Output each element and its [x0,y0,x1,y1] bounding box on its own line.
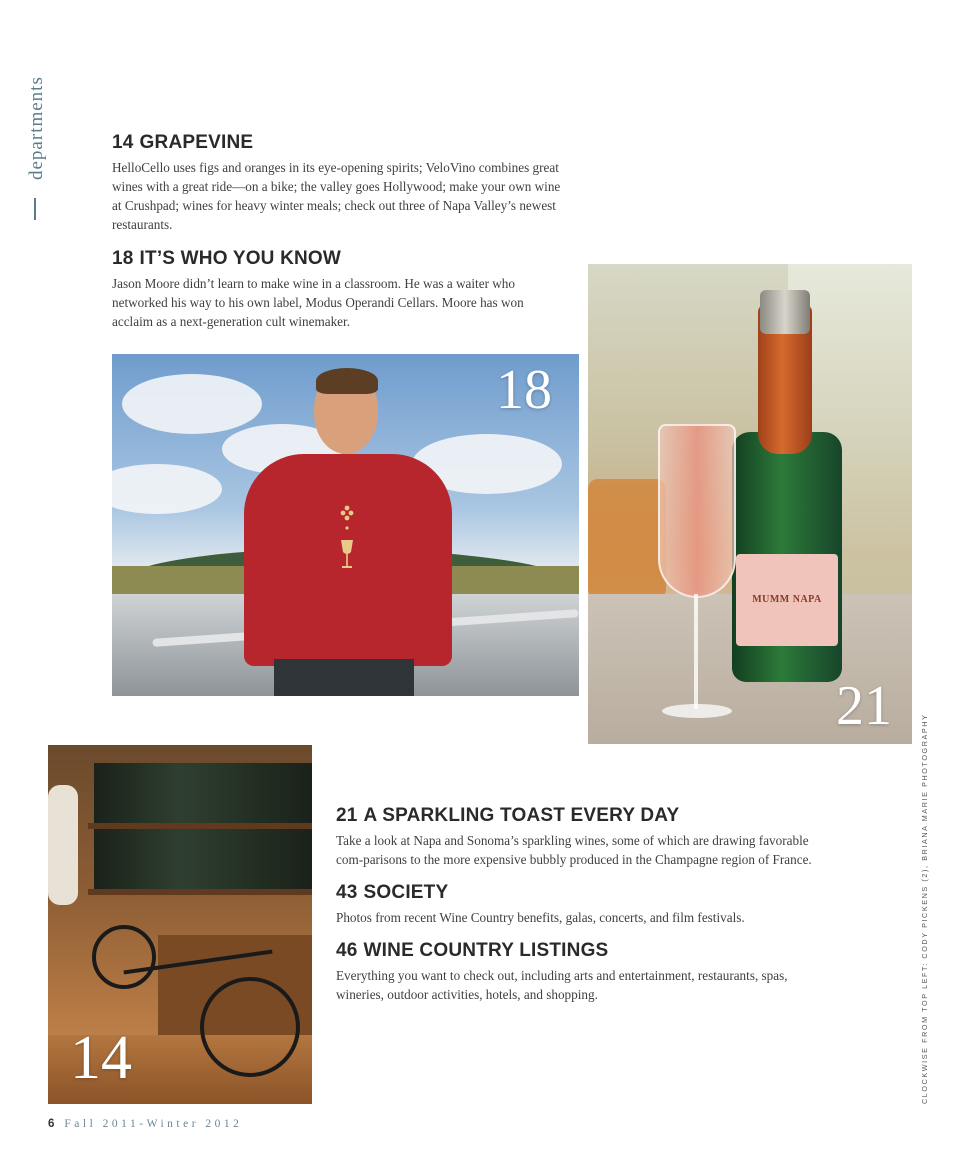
entry-page-number: 46 [336,940,358,961]
entry-heading [336,805,836,827]
entry-sparkling-toast [336,805,836,869]
entry-page-number: 21 [336,805,358,826]
photo-page-number: 18 [496,359,552,421]
page-number: 6 [48,1118,55,1130]
photo-sparkling-wine [588,264,912,744]
entry-heading [112,248,532,270]
wine-glass-icon [338,504,356,576]
entry-heading [336,882,836,904]
entry-description: Photos from recent Wine Country benefits, galas, concerts, and film festivals. [336,910,745,925]
bottle-foil-shape [760,290,810,334]
entry-wine-country-listings [336,940,836,1004]
cloud-shape [122,374,262,434]
shelf-plank-shape [88,889,312,895]
photo-wine-shop-bicycle [48,745,312,1104]
folio [48,1118,242,1130]
entry-grapevine [112,132,562,234]
entry-heading [336,940,836,962]
wine-shelf-shape [94,763,312,823]
person-jeans-shape [274,659,414,696]
bicycle-wheel-shape [200,977,300,1077]
entry-society [336,882,836,927]
bicycle-wheel-shape [92,925,156,989]
entry-page-number: 18 [112,248,134,269]
entry-heading [112,132,562,154]
cloud-shape [112,464,222,514]
entry-description: Everything you want to check out, including arts and entertainment, restaurants, spas, wineries, outdoor activities, hotels, and shopping. [336,968,788,1002]
entry-title: SOCIETY [363,882,449,903]
flute-base-shape [662,704,732,718]
entry-description: Take a look at Napa and Sonoma’s sparkling wines, some of which are drawing favorable com-parisons to the more expensive bubbly produced in the Champagne region of France. [336,833,812,867]
flute-stem-shape [694,594,698,709]
photo-winemaker-portrait [112,354,579,696]
photo-page-number: 14 [70,1024,132,1092]
wine-shelf-shape [94,845,312,865]
bottle-label-text: MUMM NAPA [752,594,822,605]
entry-page-number: 43 [336,882,358,903]
person-shape [48,785,78,905]
entry-title: GRAPEVINE [139,132,254,153]
section-label [24,40,50,220]
section-label-rule [34,198,36,220]
section-label-text: departments [26,76,47,180]
chair-shape [588,479,666,599]
entry-title: WINE COUNTRY LISTINGS [363,940,609,961]
entry-description: Jason Moore didn’t learn to make wine in a classroom. He was a waiter who networked his way to his own label, Modus Operandi Cellars. Moore has won acclaim as a next-generation cult winemaker. [112,276,524,329]
person-hair-shape [316,368,378,394]
photo-credit: CLOCKWISE FROM TOP LEFT: CODY PICKENS (2), BRIANA MARIE PHOTOGRAPHY [920,713,929,1104]
entry-page-number: 14 [112,132,134,153]
entry-title: IT’S WHO YOU KNOW [139,248,342,269]
entry-description: HelloCello uses figs and oranges in its eye-opening spirits; VeloVino combines great wines with a great ride—on a bike; the valley goes Hollywood; make your own wine at Crushpad; wines for heavy winter meals; check out three of Napa Valley’s newest restaurants. [112,160,561,232]
entry-its-who-you-know [112,248,532,331]
photo-page-number: 21 [836,675,892,737]
entry-title: A SPARKLING TOAST EVERY DAY [363,805,680,826]
issue-date: Fall 2011-Winter 2012 [64,1118,243,1130]
champagne-flute-shape [658,424,736,598]
